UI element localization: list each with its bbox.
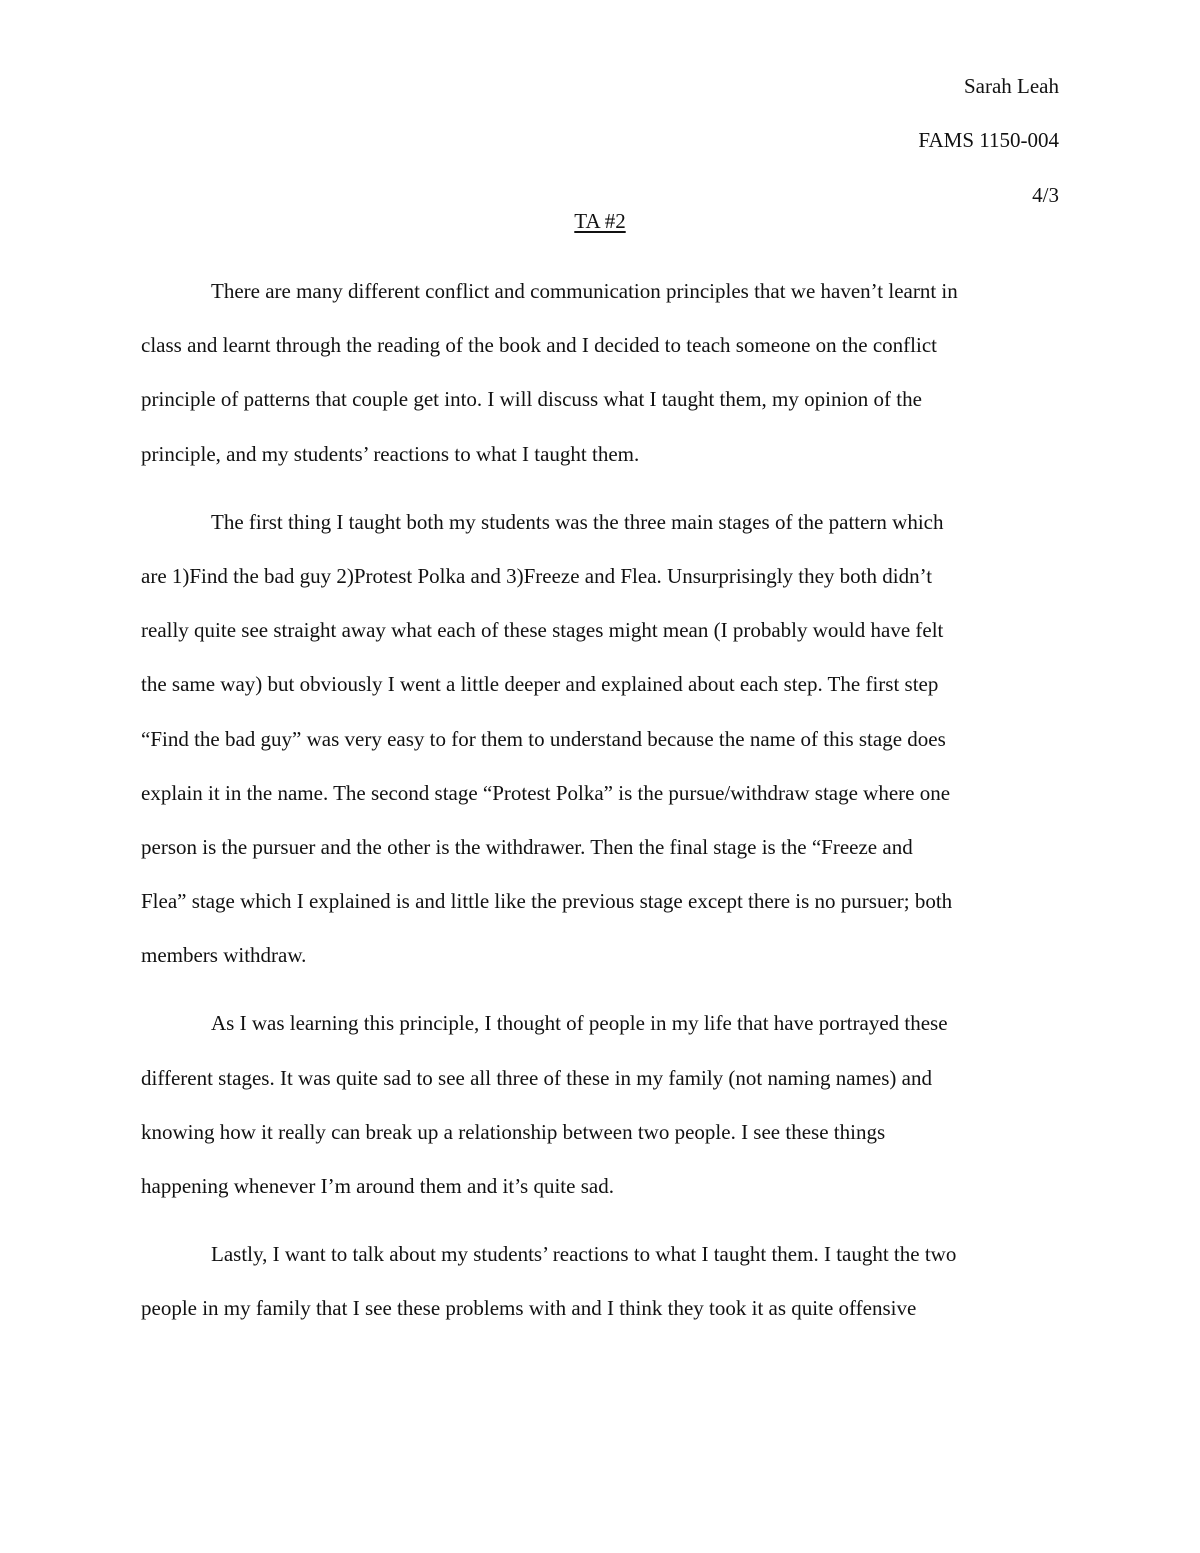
paragraph-line: really quite see straight away what each of these stages might mean (I probably would have felt [141, 618, 944, 643]
paragraph-line: members withdraw. [141, 943, 307, 968]
paragraph-line: The first thing I taught both my students was the three main stages of the pattern which [211, 509, 944, 534]
document-title: TA #2 [574, 209, 626, 233]
document-body [141, 264, 1061, 1350]
paragraph-4 [141, 1227, 1061, 1335]
paragraph-line: principle, and my students’ reactions to what I taught them. [141, 441, 640, 466]
paragraph-line: different stages. It was quite sad to see all three of these in my family (not naming names) and [141, 1065, 932, 1090]
paragraph-3 [141, 996, 1061, 1213]
paragraph-line: knowing how it really can break up a relationship between two people. I see these things [141, 1119, 886, 1144]
paragraph-line: principle of patterns that couple get into. I will discuss what I taught them, my opinion of the [141, 387, 922, 412]
assignment-date: 4/3 [1032, 183, 1059, 207]
course-code: FAMS 1150-004 [918, 128, 1059, 152]
paragraph-line: “Find the bad guy” was very easy to for them to understand because the name of this stage does [141, 726, 946, 751]
paragraph-1 [141, 264, 1061, 481]
paragraph-line: people in my family that I see these problems with and I think they took it as quite offensive [141, 1296, 917, 1321]
paragraph-line: class and learnt through the reading of the book and I decided to teach someone on the conflict [141, 333, 937, 358]
paragraph-line: Lastly, I want to talk about my students’ reactions to what I taught them. I taught the two [211, 1242, 957, 1267]
author-name: Sarah Leah [963, 74, 1059, 98]
paragraph-line: There are many different conflict and communication principles that we haven’t learnt in [211, 279, 958, 303]
paragraph-line: explain it in the name. The second stage “Protest Polka” is the pursue/withdraw stage where one [141, 780, 951, 805]
paragraph-line: As I was learning this principle, I thought of people in my life that have portrayed these [211, 1011, 948, 1036]
paragraph-line: person is the pursuer and the other is the withdrawer. Then the final stage is the “Freeze and [141, 834, 913, 859]
paragraph-line: are 1)Find the bad guy 2)Protest Polka and 3)Freeze and Flea. Unsurprisingly they both didn’t [141, 563, 933, 588]
paragraph-line: happening whenever I’m around them and it’s quite sad. [141, 1174, 614, 1198]
paragraph-line: Flea” stage which I explained is and little like the previous stage except there is no pursuer; both [141, 889, 953, 914]
paragraph-2 [141, 495, 1061, 983]
paragraph-line: the same way) but obviously I went a little deeper and explained about each step. The first step [141, 672, 939, 697]
